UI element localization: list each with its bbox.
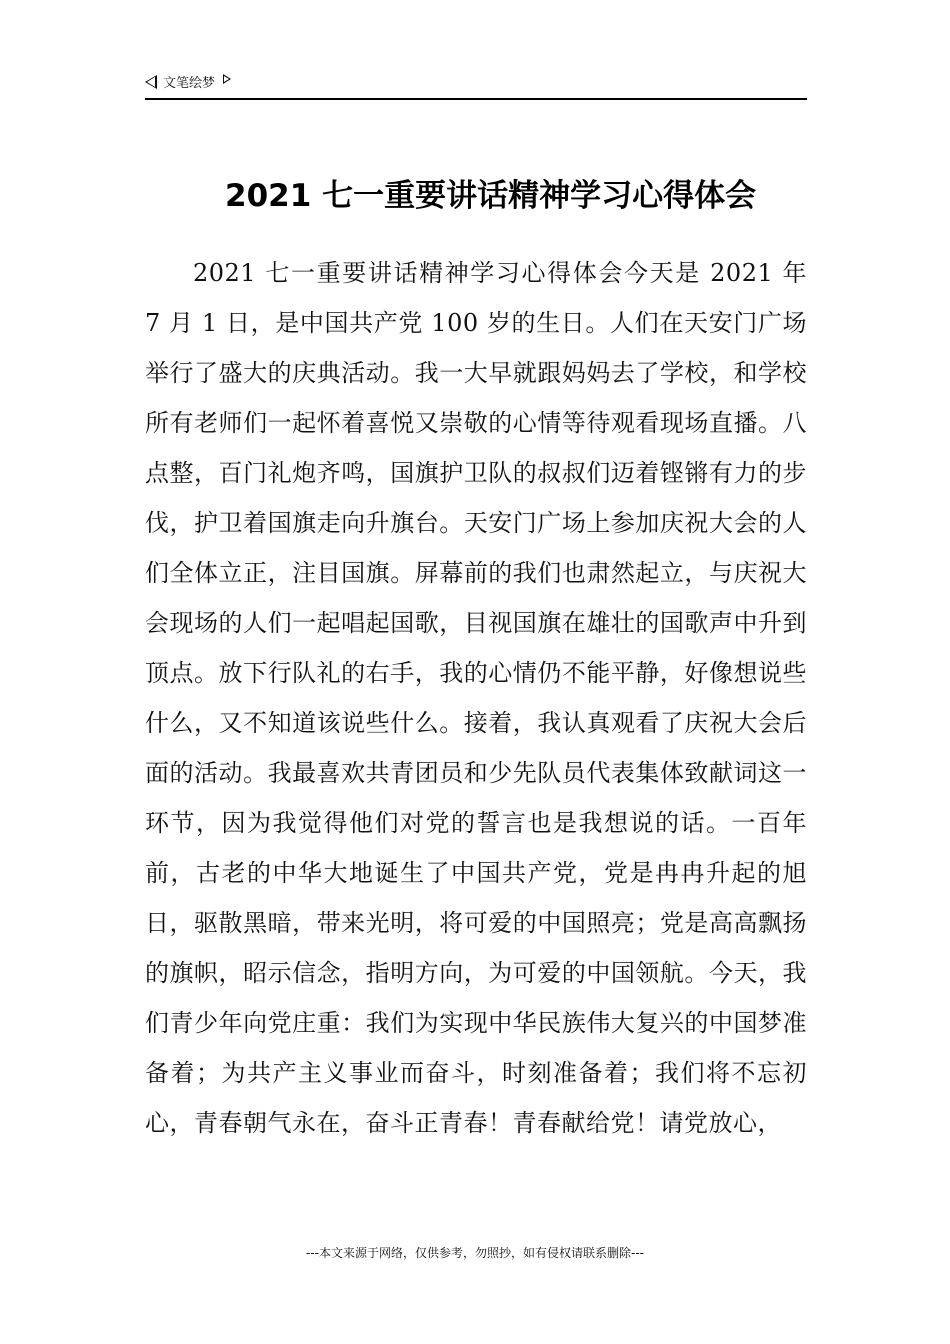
triangle-right-outline-icon: [223, 74, 231, 84]
page-header: [145, 72, 807, 100]
header-brand: 文笔绘梦: [163, 76, 216, 91]
triangle-left-outline-icon: [145, 75, 157, 89]
header-brand-group: [145, 72, 231, 91]
document-body: 2021 七一重要讲话精神学习心得体会今天是 2021 年 7 月 1 日，是中国共产党 100 岁的生日。人们在天安门广场举行了盛大的庆典活动。我一大早就跟妈妈去了学校，和学校所有老师们一起怀着喜悦又崇敬的心情等待观看现场直播。八点整，百门礼炮齐鸣，国旗护卫队的叔叔们迈着铿锵有力的步伐，护卫着国旗走向升旗台。天安门广场上参加庆祝大会的人们全体立正，注目国旗。屏幕前的我们也肃然起立，与庆祝大会现场的人们一起唱起国歌，目视国旗在雄壮的国歌声中升到顶点。放下行队礼的右手，我的心情仍不能平静，好像想说些什么，又不知道该说些什么。接着，我认真观看了庆祝大会后面的活动。我最喜欢共青团员和少先队员代表集体致献词这一环节，因为我觉得他们对党的誓言也是我想说的话。一百年前，古老的中华大地诞生了中国共产党，党是冉冉升起的旭日，驱散黑暗，带来光明，将可爱的中国照亮；党是高高飘扬的旗帜，昭示信念，指明方向，为可爱的中国领航。今天，我们青少年向党庄重：我们为实现中华民族伟大复兴的中国梦准备着；为共产主义事业而奋斗，时刻准备着；我们将不忘初心，青春朝气永在，奋斗正青春！青春献给党！请党放心，: [145, 259, 807, 1137]
document-title: 2021 七一重要讲话精神学习心得体会: [225, 178, 757, 214]
footer-disclaimer: ---本文来源于网络，仅供参考，勿照抄，如有侵权请联系删除---: [306, 1246, 644, 1260]
